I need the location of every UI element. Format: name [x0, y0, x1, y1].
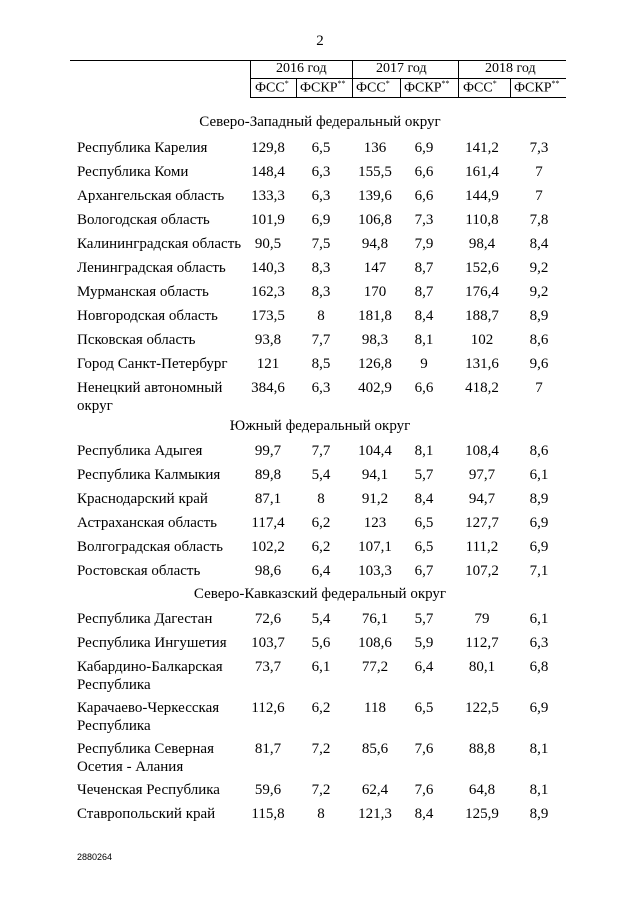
value-cell: 6,6	[414, 380, 434, 396]
value-cell: 97,7	[468, 467, 496, 483]
value-cell: 98,4	[468, 236, 496, 252]
value-cell: 90,5	[254, 236, 282, 252]
value-cell: 8	[317, 308, 325, 324]
value-cell: 85,6	[361, 741, 389, 757]
value-cell: 94,7	[468, 491, 496, 507]
header-bottom-rule	[250, 97, 566, 98]
value-cell: 125,9	[465, 806, 499, 822]
value-cell: 7,2	[311, 741, 331, 757]
region-name: Республика Калмыкия	[77, 467, 221, 483]
region-name: Псковская область	[77, 332, 196, 348]
value-cell: 76,1	[361, 611, 389, 627]
value-cell: 173,5	[251, 308, 285, 324]
value-cell: 155,5	[358, 164, 392, 180]
value-cell: 6,2	[311, 539, 331, 555]
value-cell: 188,7	[465, 308, 499, 324]
value-cell: 140,3	[251, 260, 285, 276]
value-cell: 6,6	[414, 188, 434, 204]
header-year-2016: 2016 год	[276, 61, 327, 76]
page-number: 2	[316, 33, 324, 49]
value-cell: 8,1	[529, 782, 549, 798]
region-name: Кабардино-Балкарская Республика	[77, 659, 223, 693]
value-cell: 176,4	[465, 284, 499, 300]
value-cell: 8,7	[414, 260, 434, 276]
region-name: Калининградская область	[77, 236, 242, 252]
value-cell: 402,9	[358, 380, 392, 396]
value-cell: 8,1	[529, 741, 549, 757]
value-cell: 126,8	[358, 356, 392, 372]
value-cell: 7	[535, 164, 543, 180]
value-cell: 115,8	[251, 806, 285, 822]
value-cell: 6,1	[529, 467, 549, 483]
region-name: Астраханская область	[77, 515, 217, 531]
region-name: Краснодарский край	[77, 491, 208, 507]
value-cell: 62,4	[361, 782, 389, 798]
value-cell: 9,2	[529, 260, 549, 276]
value-cell: 7,5	[311, 236, 331, 252]
header-subdivider-3	[510, 78, 511, 97]
document-code: 2880264	[77, 852, 113, 862]
value-cell: 6,5	[414, 539, 434, 555]
value-cell: 7	[535, 188, 543, 204]
value-cell: 161,4	[465, 164, 499, 180]
region-name: Чеченская Республика	[77, 782, 220, 798]
region-name: Карачаево-Черкесская Республика	[77, 700, 220, 734]
value-cell: 8,5	[311, 356, 331, 372]
region-name: Республика Северная Осетия - Алания	[77, 741, 214, 775]
value-cell: 9	[420, 356, 428, 372]
value-cell: 7	[535, 380, 543, 396]
value-cell: 121,3	[358, 806, 392, 822]
value-cell: 147	[363, 260, 387, 276]
value-cell: 7,6	[414, 782, 434, 798]
value-cell: 5,9	[414, 635, 434, 651]
value-cell: 136	[363, 140, 387, 156]
value-cell: 6,4	[311, 563, 331, 579]
value-cell: 108,4	[465, 443, 499, 459]
value-cell: 6,9	[529, 700, 549, 716]
value-cell: 102	[470, 332, 494, 348]
value-cell: 59,6	[254, 782, 282, 798]
header-divider-2	[352, 60, 353, 97]
value-cell: 103,3	[358, 563, 392, 579]
value-cell: 6,4	[414, 659, 434, 675]
value-cell: 102,2	[251, 539, 285, 555]
value-cell: 79	[474, 611, 490, 627]
header-year-2018: 2018 год	[485, 61, 536, 76]
value-cell: 81,7	[254, 741, 282, 757]
value-cell: 7,9	[414, 236, 434, 252]
header-fskr-2017: ФСКР**	[404, 79, 450, 96]
value-cell: 8,3	[311, 284, 331, 300]
region-name: Архангельская область	[77, 188, 225, 204]
value-cell: 111,2	[465, 539, 499, 555]
value-cell: 8,9	[529, 308, 549, 324]
region-name: Республика Коми	[77, 164, 189, 180]
value-cell: 7,7	[311, 332, 331, 348]
value-cell: 8,4	[414, 491, 434, 507]
value-cell: 6,7	[414, 563, 434, 579]
value-cell: 8,6	[529, 332, 549, 348]
header-fss-2018: ФСС*	[463, 79, 497, 96]
value-cell: 6,9	[529, 515, 549, 531]
value-cell: 8,9	[529, 491, 549, 507]
value-cell: 5,7	[414, 611, 434, 627]
value-cell: 6,6	[414, 164, 434, 180]
value-cell: 88,8	[468, 741, 496, 757]
value-cell: 8,1	[414, 443, 434, 459]
value-cell: 7,3	[414, 212, 434, 228]
header-year-2017: 2017 год	[376, 61, 427, 76]
value-cell: 6,3	[311, 164, 331, 180]
value-cell: 6,5	[414, 515, 434, 531]
header-fss-2017: ФСС*	[356, 79, 390, 96]
value-cell: 6,8	[529, 659, 549, 675]
value-cell: 6,3	[311, 380, 331, 396]
value-cell: 6,5	[311, 140, 331, 156]
value-cell: 73,7	[254, 659, 282, 675]
value-cell: 104,4	[358, 443, 392, 459]
value-cell: 129,8	[251, 140, 285, 156]
region-name: Республика Карелия	[77, 140, 208, 156]
value-cell: 87,1	[254, 491, 282, 507]
value-cell: 112,7	[465, 635, 499, 651]
value-cell: 91,2	[361, 491, 389, 507]
value-cell: 94,1	[361, 467, 389, 483]
header-subdivider-2	[400, 78, 401, 97]
region-name: Ненецкий автономный округ	[77, 380, 223, 414]
value-cell: 72,6	[254, 611, 282, 627]
value-cell: 7,6	[414, 741, 434, 757]
section-title: Северо-Западный федеральный округ	[199, 114, 441, 130]
value-cell: 5,7	[414, 467, 434, 483]
value-cell: 7,2	[311, 782, 331, 798]
value-cell: 9,6	[529, 356, 549, 372]
region-name: Ставропольский край	[77, 806, 216, 822]
value-cell: 112,6	[251, 700, 285, 716]
region-name: Ростовская область	[77, 563, 201, 579]
value-cell: 148,4	[251, 164, 285, 180]
header-divider-1	[250, 60, 251, 97]
value-cell: 7,7	[311, 443, 331, 459]
value-cell: 89,8	[254, 467, 282, 483]
value-cell: 8	[317, 491, 325, 507]
value-cell: 9,2	[529, 284, 549, 300]
value-cell: 6,2	[311, 700, 331, 716]
region-name: Ленинградская область	[77, 260, 226, 276]
region-name: Республика Ингушетия	[77, 635, 227, 651]
value-cell: 98,6	[254, 563, 282, 579]
section-title: Северо-Кавказский федеральный округ	[193, 586, 447, 602]
header-subdivider-1	[296, 78, 297, 97]
value-cell: 118	[364, 700, 386, 716]
value-cell: 6,3	[311, 188, 331, 204]
value-cell: 93,8	[254, 332, 282, 348]
value-cell: 121	[256, 356, 280, 372]
header-divider-3	[458, 60, 459, 97]
region-name: Волгоградская область	[77, 539, 223, 555]
value-cell: 6,3	[529, 635, 549, 651]
region-name: Республика Дагестан	[77, 611, 213, 627]
value-cell: 6,9	[414, 140, 434, 156]
value-cell: 110,8	[465, 212, 499, 228]
value-cell: 8,4	[414, 806, 434, 822]
value-cell: 6,1	[529, 611, 549, 627]
value-cell: 80,1	[468, 659, 496, 675]
value-cell: 8,4	[529, 236, 549, 252]
value-cell: 5,4	[311, 611, 331, 627]
header-fskr-2018: ФСКР**	[514, 79, 560, 96]
value-cell: 7,3	[529, 140, 549, 156]
value-cell: 77,2	[361, 659, 389, 675]
value-cell: 6,2	[311, 515, 331, 531]
value-cell: 103,7	[251, 635, 285, 651]
value-cell: 6,1	[311, 659, 331, 675]
value-cell: 384,6	[251, 380, 285, 396]
value-cell: 133,3	[251, 188, 285, 204]
header-fss-2016: ФСС*	[255, 79, 289, 96]
value-cell: 101,9	[251, 212, 285, 228]
value-cell: 107,1	[358, 539, 392, 555]
value-cell: 8,4	[414, 308, 434, 324]
value-cell: 6,9	[529, 539, 549, 555]
value-cell: 131,6	[465, 356, 499, 372]
value-cell: 122,5	[465, 700, 499, 716]
value-cell: 7,1	[529, 563, 549, 579]
region-name: Республика Адыгея	[77, 443, 203, 459]
value-cell: 5,4	[311, 467, 331, 483]
region-name: Вологодская область	[77, 212, 210, 228]
value-cell: 6,9	[311, 212, 331, 228]
value-cell: 8	[317, 806, 325, 822]
value-cell: 5,6	[311, 635, 331, 651]
value-cell: 123	[363, 515, 387, 531]
value-cell: 98,3	[361, 332, 389, 348]
value-cell: 162,3	[251, 284, 285, 300]
region-name: Мурманская область	[77, 284, 209, 300]
value-cell: 418,2	[465, 380, 499, 396]
value-cell: 8,7	[414, 284, 434, 300]
value-cell: 170	[363, 284, 387, 300]
value-cell: 181,8	[358, 308, 392, 324]
value-cell: 6,5	[414, 700, 434, 716]
value-cell: 141,2	[465, 140, 499, 156]
value-cell: 144,9	[465, 188, 499, 204]
value-cell: 108,6	[358, 635, 392, 651]
value-cell: 106,8	[358, 212, 392, 228]
value-cell: 107,2	[465, 563, 499, 579]
value-cell: 8,1	[414, 332, 434, 348]
region-name: Город Санкт-Петербург	[77, 356, 228, 372]
value-cell: 152,6	[465, 260, 499, 276]
value-cell: 94,8	[361, 236, 389, 252]
value-cell: 8,9	[529, 806, 549, 822]
section-title: Южный федеральный округ	[229, 418, 411, 434]
value-cell: 7,8	[529, 212, 549, 228]
header-fskr-2016: ФСКР**	[300, 79, 346, 96]
value-cell: 127,7	[465, 515, 499, 531]
value-cell: 8,3	[311, 260, 331, 276]
value-cell: 139,6	[358, 188, 392, 204]
value-cell: 99,7	[254, 443, 282, 459]
value-cell: 117,4	[251, 515, 285, 531]
region-name: Новгородская область	[77, 308, 218, 324]
value-cell: 64,8	[468, 782, 496, 798]
value-cell: 8,6	[529, 443, 549, 459]
